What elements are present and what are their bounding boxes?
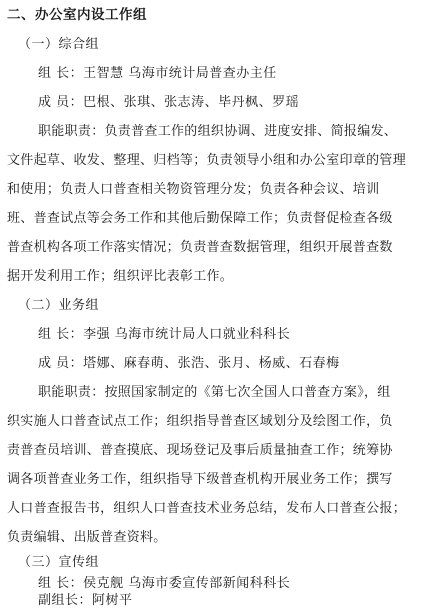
deputy-name: 阿树平 [92, 593, 133, 608]
duties-line: 据开发利用工作；组织评比表彰工作。 [7, 269, 234, 284]
members-list: 塔娜、麻春萌、张浩、张月、杨威、石春梅 [83, 356, 340, 371]
duties-line: 和使用；负责人口普查相关物资管理分发；负责各种会议、培训 [7, 182, 380, 197]
duties-line: 职能职责：负责普查工作的组织协调、进度安排、简报编发、 [38, 124, 398, 139]
members-list: 巴根、张琪、张志涛、毕丹枫、罗瑶 [83, 95, 300, 110]
group-members-general [38, 95, 430, 111]
members-label: 成 员： [38, 356, 84, 371]
duties-line: 人口普查报告书，组织人口普查技术业务总结，发布人口普查公报； [7, 501, 407, 516]
group-heading-publicity: （三）宣传组 [18, 555, 100, 570]
group-heading-business: （二）业务组 [18, 298, 100, 313]
duties-line: 负责编辑、出版普查资料。 [7, 530, 167, 545]
duties-line: 调各项普查业务工作，组织指导下级普查机构开展业务工作；撰写 [7, 472, 393, 487]
group-leader-business [38, 327, 430, 343]
leader-name: 王智慧 乌海市统计局普查办主任 [83, 66, 277, 81]
group-deputy-publicity [38, 593, 430, 609]
leader-name: 侯克舰 乌海市委宣传部新闻科科长 [83, 576, 291, 591]
duties-line: 责普查员培训、普查摸底、现场登记及事后质量抽查工作；统筹协 [7, 443, 393, 458]
duties-line: 普查机构各项工作落实情况；负责普查数据管理，组织开展普查数 [7, 240, 393, 255]
deputy-label: 副组长： [38, 593, 93, 608]
leader-name: 李强 乌海市统计局人口就业科科长 [83, 327, 291, 342]
leader-label: 组 长： [38, 576, 84, 591]
group-heading-general: （一）综合组 [18, 37, 100, 52]
duties-line: 班、普查试点等会务工作和其他后勤保障工作；负责督促检查各级 [7, 211, 393, 226]
duties-line: 织实施人口普查试点工作；组织指导普查区域划分及绘图工作，负 [7, 414, 393, 429]
duties-line: 职能职责：按照国家制定的《第七次全国人口普查方案》，组 [38, 385, 391, 400]
duties-line: 文件起草、收发、整理、归档等；负责领导小组和办公室印章的管理 [7, 153, 407, 168]
leader-label: 组 长： [38, 327, 84, 342]
group-leader-general [38, 66, 430, 82]
group-members-business [38, 356, 430, 372]
members-label: 成 员： [38, 95, 84, 110]
group-leader-publicity [38, 576, 430, 592]
leader-label: 组 长： [38, 66, 84, 81]
section-title: 二、办公室内设工作组 [7, 7, 147, 23]
